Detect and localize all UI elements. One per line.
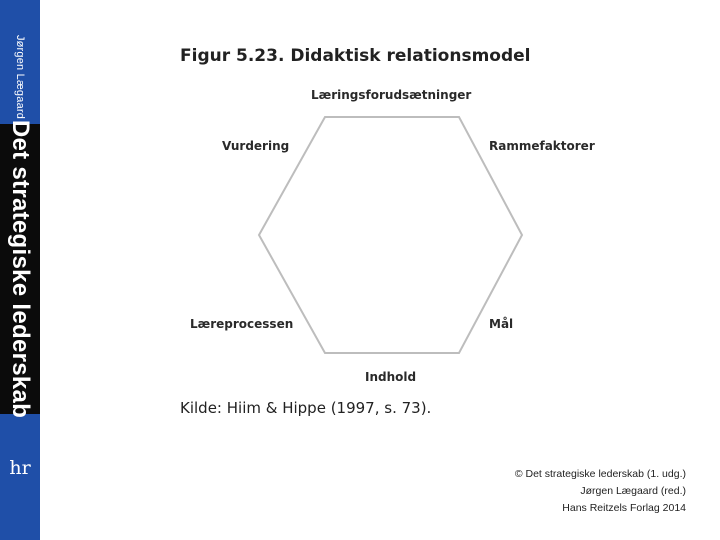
figure-title: Figur 5.23. Didaktisk relationsmodel xyxy=(180,46,531,66)
node-label-vurdering: Vurdering xyxy=(222,139,290,153)
node-label-laeringsforudsaetninger: Læringsforudsætninger xyxy=(311,88,472,102)
copyright-line: Jørgen Lægaard (red.) xyxy=(580,485,686,497)
copyright-line: © Det strategiske lederskab (1. udg.) xyxy=(514,468,686,480)
copyright-line: Hans Reitzels Forlag 2014 xyxy=(562,502,686,514)
node-label-laereprocessen: Læreprocessen xyxy=(190,317,294,331)
node-label-indhold: Indhold xyxy=(365,370,417,384)
node-label-rammefaktorer: Rammefaktorer xyxy=(489,139,595,153)
sidebar-author-text: Jørgen Lægaard xyxy=(14,34,26,120)
figure-source: Kilde: Hiim & Hippe (1997, s. 73). xyxy=(180,399,432,417)
sidebar-book-title: Det strategiske lederskab xyxy=(7,119,34,419)
node-label-maal: Mål xyxy=(489,317,514,331)
hexagon-shape xyxy=(259,117,522,353)
publisher-logo-icon: hr xyxy=(9,457,31,479)
copyright-notice xyxy=(515,466,686,517)
